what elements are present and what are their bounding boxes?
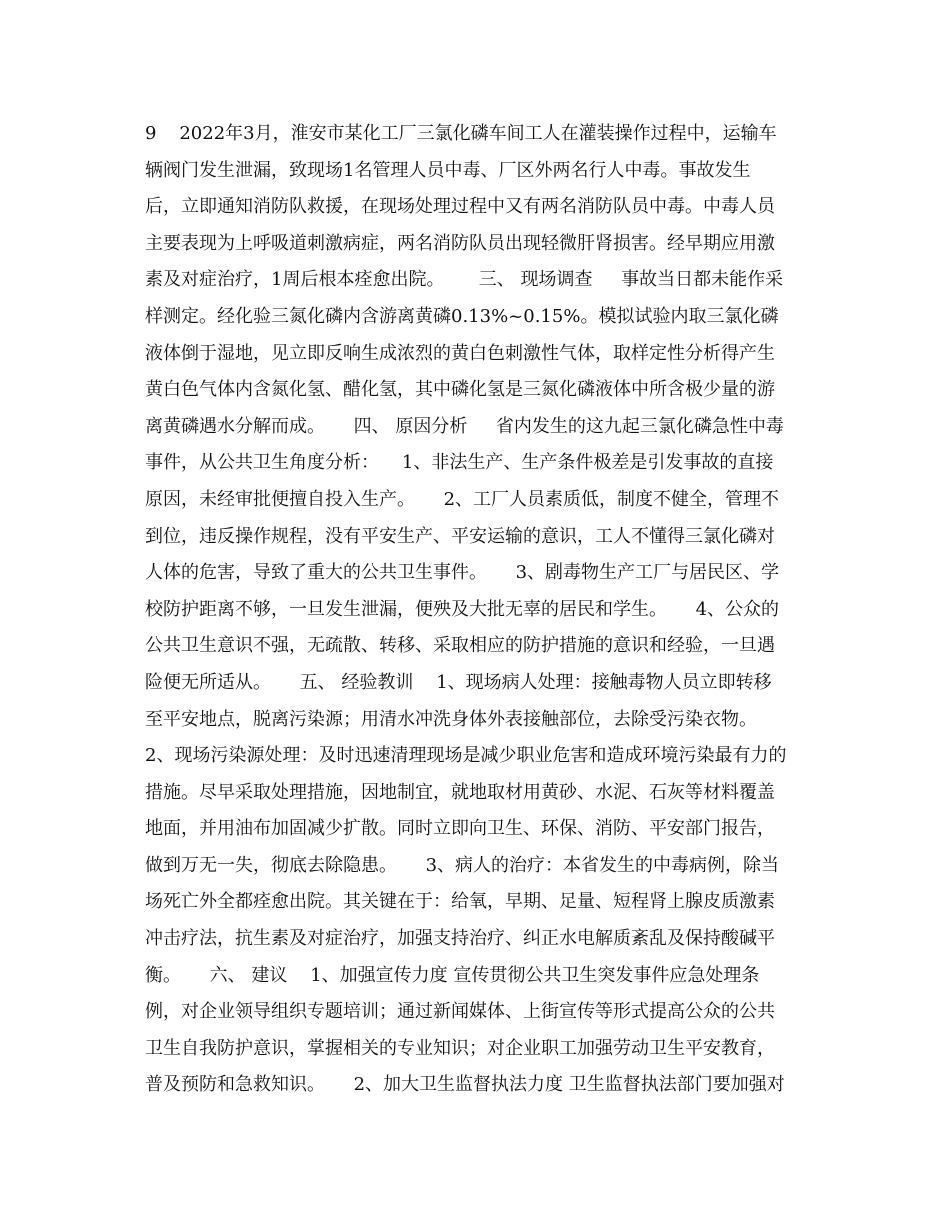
text-line: 样测定。经化验三氮化磷内含游离黄磷0.13%~0.15%。模拟试验内取三氯化磷 (145, 305, 779, 327)
text-line: 校防护距离不够，一旦发生泄漏，便殃及大批无辜的居民和学生。 4、公众的 (145, 598, 780, 620)
text-line: 卫生自我防护意识，掌握相关的专业知识；对企业职工加强劳动卫生平安教育， (145, 1037, 775, 1059)
text-line: 衡。 六、 建议 1、加强宣传力度 宣传贯彻公共卫生突发事件应急处理条 (145, 964, 760, 986)
text-line: 普及预防和急救知识。 2、加大卫生监督执法力度 卫生监督执法部门要加强对 (145, 1074, 785, 1096)
text-line: 措施。尽早采取处理措施，因地制宜，就地取材用黄砂、水泥、石灰等材料覆盖 (145, 781, 775, 803)
text-line: 至平安地点，脱离污染源；用清水冲洗身体外表接触部位，去除受污染衣物。 (145, 708, 757, 730)
text-line: 人体的危害，导致了重大的公共卫生事件。 3、剧毒物生产工厂与居民区、学 (145, 562, 780, 584)
text-line: 事件，从公共卫生角度分析： 1、非法生产、生产条件极差是引发事故的直接 (145, 452, 774, 474)
text-line: 场死亡外全都痊愈出院。其关键在于：给氧，早期、足量、短程肾上腺皮质激素 (145, 891, 775, 913)
text-line: 冲击疗法，抗生素及对症治疗，加强支持治疗、纠正水电解质紊乱及保持酸碱平 (145, 928, 775, 950)
text-line: 素及对症治疗，1周后根本痊愈出院。 三、 现场调查 事故当日都未能作采 (145, 269, 784, 291)
text-line: 液体倒于湿地，见立即反响生成浓烈的黄白色刺激性气体，取样定性分析得产生 (145, 342, 775, 364)
text-line: 黄白色气体内含氮化氢、醋化氢，其中磷化氢是三氮化磷液体中所含极少量的游 (145, 379, 775, 401)
text-line: 做到万无一失，彻底去除隐患。 3、病人的治疗：本省发生的中毒病例，除当 (145, 854, 780, 876)
text-line: 辆阀门发生泄漏，致现场1名管理人员中毒、厂区外两名行人中毒。事故发生 (145, 159, 751, 181)
text-line: 离黄磷遇水分解而成。 四、 原因分析 省内发生的这九起三氯化磷急性中毒 (145, 415, 784, 437)
text-line: 例，对企业领导组织专题培训；通过新闻媒体、上街宣传等形式提高公众的公共 (145, 1001, 775, 1023)
text-line: 到位，违反操作规程，没有平安生产、平安运输的意识，工人不懂得三氯化磷对 (145, 525, 775, 547)
text-line: 9 2022年3月，淮安市某化工厂三氯化磷车间工人在灌装操作过程中，运输车 (145, 123, 777, 144)
text-line: 原因，未经审批便擅自投入生产。 2、工厂人员素质低，制度不健全，管理不 (145, 488, 780, 510)
text-line: 主要表现为上呼吸道刺激病症，两名消防队员出现轻微肝肾损害。经早期应用激 (145, 232, 775, 254)
text-line: 地面，并用油布加固减少扩散。同时立即向卫生、环保、消防、平安部门报告， (145, 818, 775, 840)
body-text (145, 116, 825, 1104)
text-line: 后，立即通知消防队救援，在现场处理过程中又有两名消防队员中毒。中毒人员 (145, 196, 775, 218)
text-line: 公共卫生意识不强，无疏散、转移、采取相应的防护措施的意识和经验，一旦遇 (145, 635, 775, 657)
text-line: 2、现场污染源处理：及时迅速清理现场是减少职业危害和造成环境污染最有力的 (145, 745, 787, 767)
text-line: 险便无所适从。 五、 经验教训 1、现场病人处理：接触毒物人员立即转移 (145, 671, 772, 693)
